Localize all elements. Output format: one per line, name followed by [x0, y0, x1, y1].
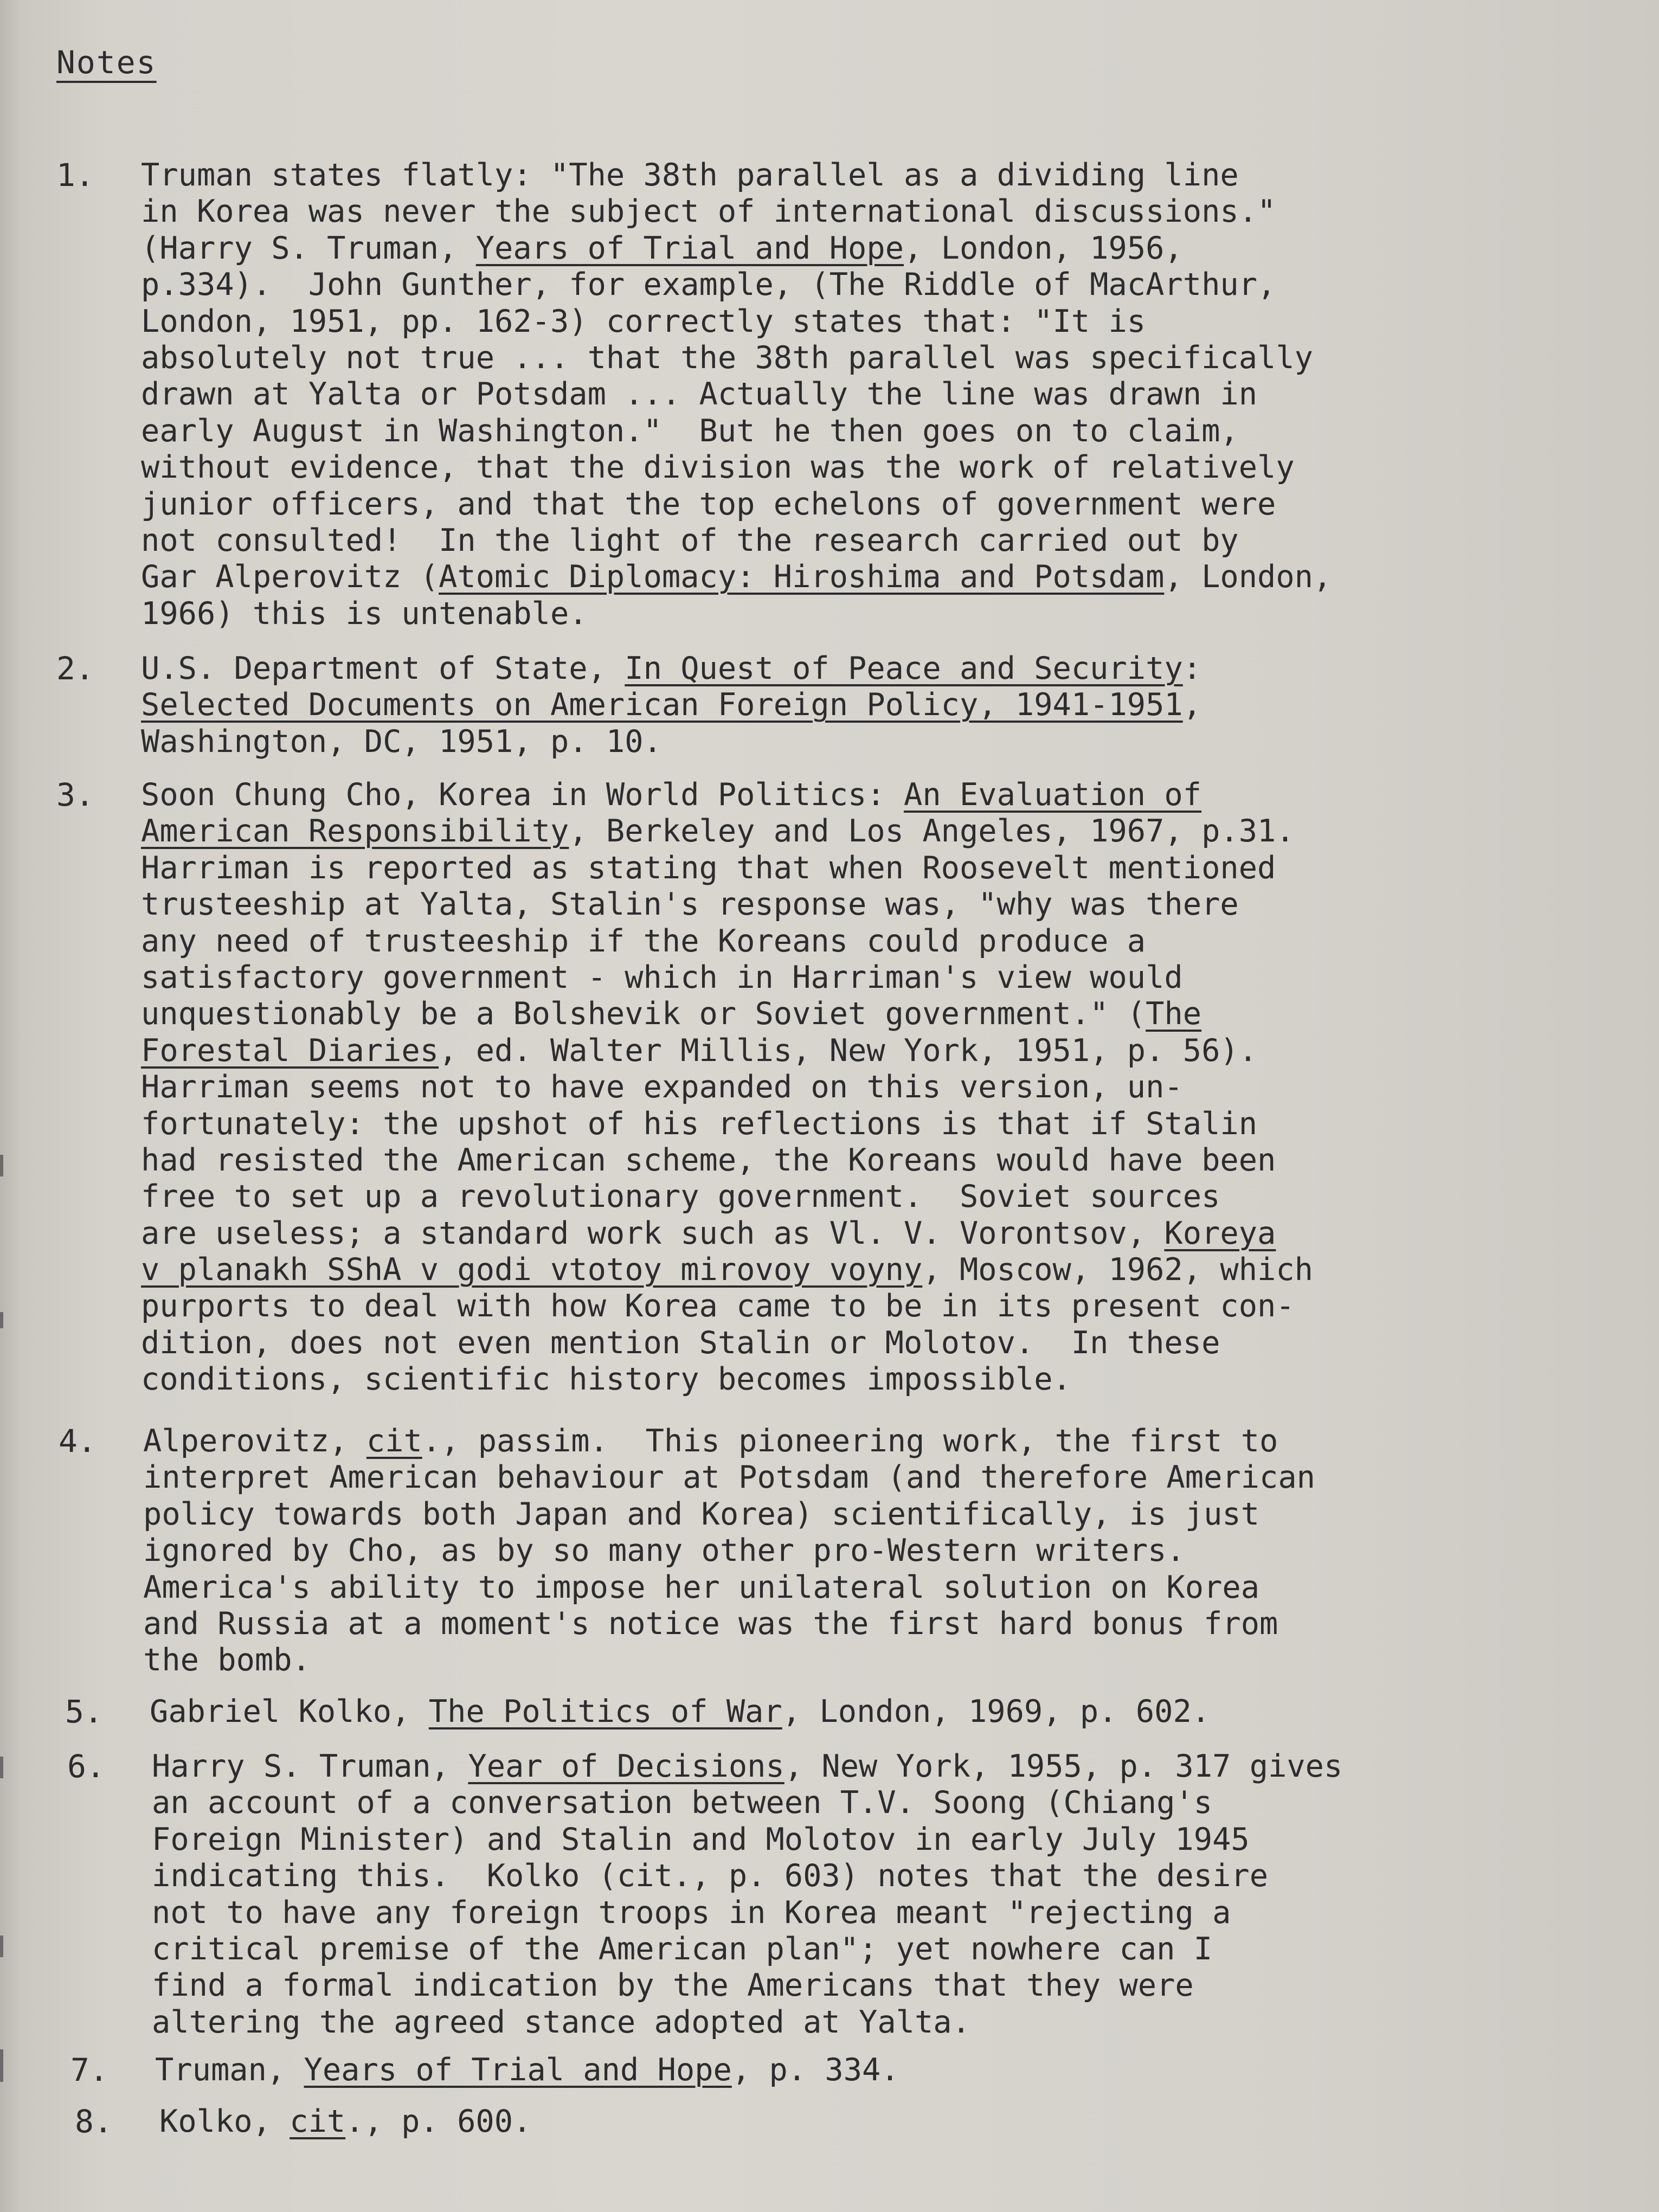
note-line: had resisted the American scheme, the Koreans would have been — [141, 1142, 1276, 1178]
note-line: American Responsibility, Berkeley and Los Angeles, 1967, p.31. — [141, 813, 1295, 850]
underlined-title: Koreya — [1164, 1215, 1276, 1251]
note-number: 6. — [67, 1748, 105, 1785]
note-line: London, 1951, pp. 162-3) correctly states that: "It is — [141, 303, 1146, 339]
note-line: find a formal indication by the Americans that they were — [152, 1967, 1194, 2004]
note-line: an account of a conversation between T.V. Soong (Chiang's — [152, 1785, 1213, 1821]
note-line: Forestal Diaries, ed. Walter Millis, New York, 1951, p. 56). — [141, 1032, 1258, 1069]
note-text — [143, 1423, 1574, 1679]
underlined-title: cit — [366, 1423, 422, 1459]
note-line: any need of trusteeship if the Koreans could produce a — [141, 923, 1146, 959]
note-line: ignored by Cho, as by so many other pro-Western writers. — [143, 1533, 1185, 1569]
note-number: 8. — [75, 2103, 113, 2140]
note-line: indicating this. Kolko (cit., p. 603) notes that the desire — [152, 1858, 1269, 1894]
underlined-title: cit — [290, 2104, 346, 2139]
note-line: U.S. Department of State, In Quest of Peace and Security: — [141, 651, 1202, 686]
note-number: 2. — [56, 650, 94, 687]
note-line: (Harry S. Truman, Years of Trial and Hope, London, 1956, — [141, 230, 1183, 266]
note-line: Harry S. Truman, Year of Decisions, New York, 1955, p. 317 gives — [152, 1748, 1343, 1784]
page-edge-mark — [0, 1935, 3, 1957]
underlined-title: In Quest of Peace and Security — [625, 651, 1183, 686]
underlined-title: The Politics of War — [428, 1694, 782, 1729]
note-number: 5. — [65, 1693, 103, 1730]
note-line: early August in Washington." But he then goes on to claim, — [141, 413, 1239, 449]
page-edge-mark — [0, 1312, 3, 1328]
note-text — [141, 651, 1572, 760]
note-line: Harriman is reported as stating that when Roosevelt mentioned — [141, 850, 1276, 886]
note-text — [150, 1694, 1581, 1730]
note-number: 3. — [56, 776, 94, 813]
note-line: America's ability to impose her unilateral solution on Korea — [143, 1569, 1260, 1605]
note-line: Selected Documents on American Foreign Policy, 1941-1951, — [141, 687, 1202, 723]
note-line: without evidence, that the division was the work of relatively — [141, 449, 1295, 486]
underlined-title: The — [1146, 996, 1202, 1032]
note-text — [141, 157, 1572, 632]
note-line: unquestionably be a Bolshevik or Soviet government." (The — [141, 996, 1202, 1032]
note-line: p.334). John Gunther, for example, (The Riddle of MacArthur, — [141, 267, 1276, 303]
note-line: junior officers, and that the top echelons of government were — [141, 486, 1276, 522]
note-line: dition, does not even mention Stalin or Molotov. In these — [141, 1324, 1220, 1361]
page-edge-mark — [0, 1757, 3, 1778]
note-line: Washington, DC, 1951, p. 10. — [141, 723, 662, 760]
note-line: satisfactory government - which in Harriman's view would — [141, 959, 1183, 995]
note-line: interpret American behaviour at Potsdam (and therefore American — [143, 1459, 1315, 1496]
note-line: drawn at Yalta or Potsdam ... Actually the line was drawn in — [141, 376, 1258, 413]
underlined-title: American Responsibility — [141, 813, 569, 850]
note-line: policy towards both Japan and Korea) scientifically, is just — [143, 1496, 1260, 1532]
underlined-title: v planakh SShA v godi vtotoy mirovoy voyny — [141, 1252, 923, 1288]
note-line: Harriman seems not to have expanded on this version, un- — [141, 1069, 1183, 1105]
note-line: fortunately: the upshot of his reflections is that if Stalin — [141, 1105, 1258, 1142]
note-line: Soon Chung Cho, Korea in World Politics: An Evaluation of — [141, 777, 1202, 813]
underlined-title: An Evaluation of — [904, 777, 1202, 813]
note-line: not to have any foreign troops in Korea meant "rejecting a — [152, 1894, 1231, 1931]
underlined-title: Years of Trial and Hope — [475, 230, 904, 266]
note-line: Truman states flatly: "The 38th parallel as a dividing line — [141, 157, 1239, 193]
page-edge-mark — [0, 1155, 3, 1176]
note-line: free to set up a revolutionary government. Soviet sources — [141, 1179, 1220, 1215]
note-text — [159, 2104, 1591, 2140]
underlined-title: Years of Trial and Hope — [304, 2052, 732, 2088]
note-line: not consulted! In the light of the research carried out by — [141, 522, 1239, 558]
underlined-title: Selected Documents on American Foreign Policy, 1941-1951 — [141, 687, 1183, 723]
note-line: and Russia at a moment's notice was the first hard bonus from — [143, 1605, 1278, 1642]
note-line: purports to deal with how Korea came to be in its present con- — [141, 1288, 1295, 1324]
note-line: trusteeship at Yalta, Stalin's response was, "why was there — [141, 886, 1239, 923]
note-number: 7. — [70, 2052, 108, 2088]
note-line: Alperovitz, cit., passim. This pioneering work, the first to — [143, 1423, 1278, 1459]
note-line: Kolko, cit., p. 600. — [159, 2104, 532, 2139]
note-line: 1966) this is untenable. — [141, 595, 588, 632]
note-line: altering the agreed stance adopted at Yalta. — [152, 2004, 970, 2040]
note-line: absolutely not true ... that the 38th parallel was specifically — [141, 339, 1313, 376]
note-number: 1. — [56, 157, 94, 194]
note-line: Gabriel Kolko, The Politics of War, London, 1969, p. 602. — [150, 1694, 1211, 1729]
note-text — [155, 2052, 1586, 2088]
note-line: Truman, Years of Trial and Hope, p. 334. — [155, 2052, 899, 2088]
note-line: Foreign Minister) and Stalin and Molotov in early July 1945 — [152, 1821, 1250, 1857]
note-line: are useless; a standard work such as Vl. V. Vorontsov, Koreya — [141, 1215, 1276, 1251]
note-line: the bomb. — [143, 1642, 311, 1679]
note-line: critical premise of the American plan"; yet nowhere can I — [152, 1931, 1213, 1967]
note-text — [152, 1748, 1583, 2041]
page-edge-mark — [0, 2049, 3, 2082]
note-line: conditions, scientific history becomes impossible. — [141, 1361, 1071, 1398]
note-text — [141, 777, 1572, 1398]
note-line: in Korea was never the subject of international discussions." — [141, 194, 1276, 230]
underlined-title: Year of Decisions — [468, 1748, 785, 1784]
underlined-title: Atomic Diplomacy: Hiroshima and Potsdam — [439, 559, 1165, 595]
note-line: Gar Alperovitz (Atomic Diplomacy: Hiroshima and Potsdam, London, — [141, 559, 1332, 595]
notes-heading: Notes — [56, 44, 157, 81]
underlined-title: Forestal Diaries — [141, 1032, 439, 1069]
note-line: v planakh SShA v godi vtotoy mirovoy voyny, Moscow, 1962, which — [141, 1252, 1313, 1288]
note-number: 4. — [59, 1423, 97, 1459]
